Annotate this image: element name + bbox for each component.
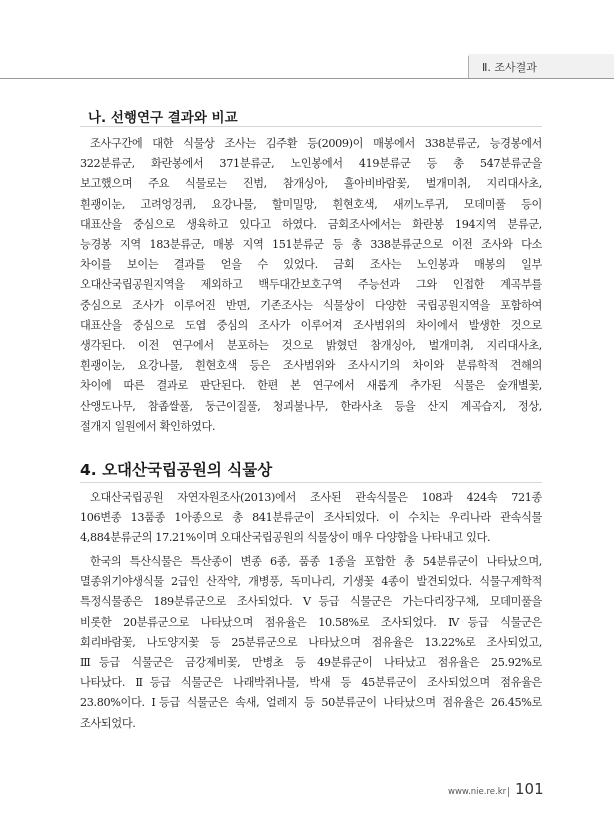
section-heading-underline	[80, 482, 542, 483]
text-line: 멸종위기야생식물 2급인 산작약, 개병풍, 독미나리, 기생꽃 4종이 발견되었다. 식물구계학적	[80, 575, 542, 589]
text-line: 23.80%이다. Ⅰ등급 식물군은 속새, 얼레지 등 50분류군이 나타났으며 점유율은 26.45%로	[80, 696, 542, 710]
text-line: 한국의 특산식물은 특산종이 변종 6종, 품종 1종을 포함한 총 54분류군이 나타났으며,	[90, 555, 542, 568]
text-line: 차이에 따른 결과로 판단된다. 한편 본 연구에서 새롭게 추가된 식물은 숲개별꽃,	[80, 379, 542, 393]
text-line: 106변종 13품종 1아종으로 총 841분류군이 조사되었다. 이 수치는 우리나라 관속식물	[80, 511, 542, 525]
header-divider	[468, 56, 469, 78]
section-heading-underline	[80, 126, 542, 127]
text-line: 대표산을 중심으로 도엽 중심의 조사가 이루어져 조사범위의 차이에서 발생한 것으로	[80, 318, 542, 332]
paragraph-endemic-species	[80, 552, 542, 734]
text-line: 4,884분류군의 17.21%이며 오대산국립공원의 식물상이 매우 다양함을 나타내고 있다.	[80, 531, 491, 545]
text-line: 나타났다. Ⅱ등급 식물군은 나래박쥐나물, 박새 등 45분류군이 조사되었으며 점유율은	[80, 676, 542, 690]
text-line: 조사구간에 대한 식물상 조사는 김주환 등(2009)이 매봉에서 338분류군, 능경봉에서	[90, 137, 542, 150]
footer-divider	[508, 787, 509, 797]
section-heading-odaesan-flora: 4. 오대산국립공원의 식물상	[80, 461, 273, 479]
text-line: 흰괭이눈, 요강나물, 흰현호색 등은 조사범위와 조사시기의 차이와 분류학적 견해의	[80, 359, 542, 373]
page-header	[0, 0, 614, 54]
text-line: 322분류군, 화란봉에서 371분류군, 노인봉에서 419분류군 등 총 547분류군을	[80, 157, 542, 171]
text-line: 회리바람꽃, 나도양지꽃 등 25분류군으로 나타났으며 점유율은 13.22%로 조사되었고,	[80, 635, 542, 649]
text-line: 특정식물종은 189분류군으로 조사되었다. Ⅴ등급 식물군은 가는다리장구채, 모데미풀을	[80, 595, 542, 609]
text-line: 보고했으며 주요 식물로는 진범, 참개싱아, 흘아비바람꽃, 벌개미취, 지리대사초,	[80, 177, 542, 191]
text-line: 차이를 보이는 결과를 얻을 수 있었다. 금회 조사는 노인봉과 매봉의 일부	[80, 258, 542, 272]
text-line: 절개지 일원에서 확인하였다.	[80, 419, 216, 433]
header-section-label: Ⅱ. 조사결과	[482, 61, 537, 74]
text-line: 오대산국립공원지역을 제외하고 백두대간보호구역 주능선과 그와 인접한 계곡부를	[80, 278, 542, 292]
text-line: 비롯한 20분류군으로 나타났으며 점유율은 10.58%로 조사되었다. Ⅳ등급 식물군은	[80, 615, 542, 629]
text-line: 능경봉 지역 183분류군, 매봉 지역 151분류군 등 총 338분류군으로 이전 조사와 다소	[80, 238, 542, 252]
footer-url: www.nie.re.kr	[448, 787, 507, 797]
text-line: 조사되었다.	[80, 716, 136, 730]
text-line: 흰괭이눈, 고려엉겅퀴, 요강나물, 할미밀망, 흰현호색, 새끼노루귀, 모데미풀 등이	[80, 197, 542, 211]
paragraph-odaesan-survey	[80, 488, 542, 549]
text-line: 오대산국립공원 자연자원조사(2013)에서 조사된 관속식물은 108과 424속 721종	[90, 491, 542, 504]
text-line: 대표산을 중심으로 생육하고 있다고 하였다. 금회조사에서는 화란봉 194지역 분류군,	[80, 217, 542, 231]
paragraph-previous-research	[80, 134, 542, 437]
header-rule	[0, 78, 614, 79]
page-number: 101	[515, 780, 544, 798]
text-line: Ⅲ등급 식물군은 금강제비꽃, 만병초 등 49분류군이 나타났고 점유율은 25.92%로	[80, 656, 542, 670]
text-line: 중심으로 조사가 이루어진 반면, 기존조사는 식물상이 다양한 국립공원지역을 포함하여	[80, 298, 542, 312]
section-heading-previous-research: 나. 선행연구 결과와 비교	[88, 110, 238, 126]
text-line: 생각된다. 이전 연구에서 분포하는 것으로 밝혔던 참개싱아, 벌개미취, 지리대사초,	[80, 339, 542, 353]
text-line: 산앵도나무, 참좁쌀풀, 둥근이질풀, 청괴불나무, 한라사초 등을 산지 계곡습지, 정상,	[80, 399, 542, 413]
